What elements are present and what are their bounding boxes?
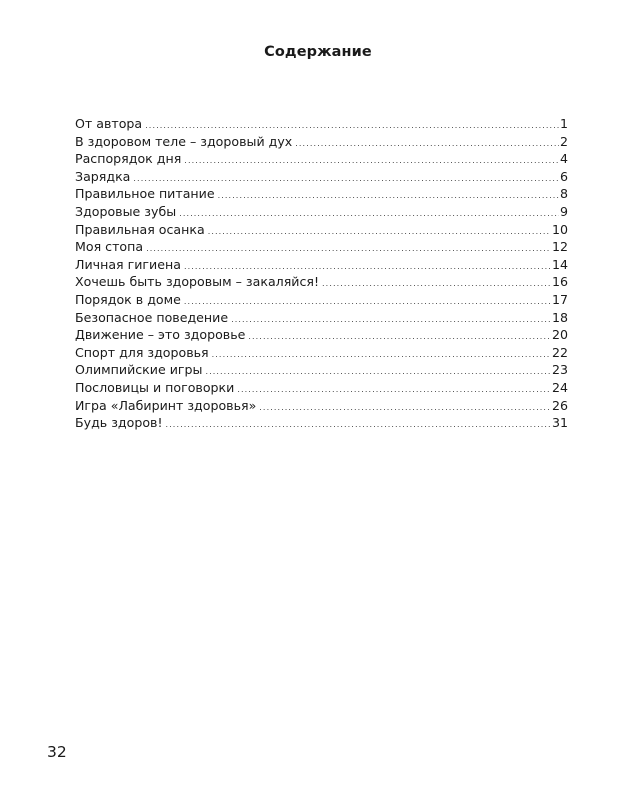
toc-entry-title: Будь здоров! <box>75 415 163 431</box>
toc-dot-leader <box>184 152 559 170</box>
toc-entry-page: 6 <box>559 168 568 184</box>
toc-entry[interactable] <box>75 344 568 362</box>
toc-entry-page: 16 <box>551 274 568 290</box>
toc-dot-leader <box>259 399 551 417</box>
toc-dot-leader <box>322 275 551 293</box>
page-number: 32 <box>47 743 67 761</box>
toc-entry-page: 2 <box>559 133 568 149</box>
toc-entry-title: Спорт для здоровья <box>75 344 209 360</box>
toc-entry-page: 17 <box>551 291 568 307</box>
toc-dot-leader <box>146 240 551 258</box>
toc-entry-page: 20 <box>551 327 568 343</box>
toc-entry-page: 8 <box>559 186 568 202</box>
toc-entry[interactable] <box>75 326 568 344</box>
toc-entry-title: Игра «Лабиринт здоровья» <box>75 397 257 413</box>
toc-entry-title: Моя стопа <box>75 239 144 255</box>
toc-entry[interactable] <box>75 361 568 379</box>
toc-entry-title: Распорядок дня <box>75 151 182 167</box>
toc-dot-leader <box>237 381 551 399</box>
toc-entry-title: Личная гигиена <box>75 256 181 272</box>
toc-entry-title: Безопасное поведение <box>75 309 229 325</box>
toc-entry-title: Хочешь быть здоровым – закаляйся! <box>75 274 320 290</box>
page-title: Содержание <box>264 44 372 60</box>
toc-entry-page: 23 <box>551 362 568 378</box>
toc-entry[interactable] <box>75 115 568 133</box>
toc-entry-page: 12 <box>551 239 568 255</box>
toc-entry[interactable] <box>75 379 568 397</box>
toc-dot-leader <box>212 346 551 364</box>
toc-dot-leader <box>166 416 551 434</box>
table-of-contents <box>75 115 568 432</box>
toc-dot-leader <box>179 205 559 223</box>
toc-entry[interactable] <box>75 291 568 309</box>
toc-entry[interactable] <box>75 256 568 274</box>
toc-dot-leader <box>205 363 551 381</box>
toc-entry[interactable] <box>75 185 568 203</box>
toc-entry[interactable] <box>75 309 568 327</box>
toc-dot-leader <box>248 328 551 346</box>
toc-entry[interactable] <box>75 414 568 432</box>
toc-entry[interactable] <box>75 238 568 256</box>
toc-entry-title: Правильная осанка <box>75 221 205 237</box>
toc-entry-page: 22 <box>551 344 568 360</box>
toc-dot-leader <box>218 187 559 205</box>
toc-entry-title: Зарядка <box>75 168 131 184</box>
toc-entry-title: В здоровом теле – здоровый дух <box>75 133 293 149</box>
toc-dot-leader <box>231 311 551 329</box>
toc-entry[interactable] <box>75 133 568 151</box>
toc-entry-page: 4 <box>559 151 568 167</box>
toc-entry-page: 31 <box>551 415 568 431</box>
toc-entry-title: Здоровые зубы <box>75 203 177 219</box>
toc-dot-leader <box>184 293 551 311</box>
toc-entry-title: Порядок в доме <box>75 291 181 307</box>
toc-entry-page: 10 <box>551 221 568 237</box>
toc-entry-page: 24 <box>551 379 568 395</box>
toc-entry-title: Правильное питание <box>75 186 215 202</box>
toc-entry[interactable] <box>75 168 568 186</box>
toc-entry[interactable] <box>75 273 568 291</box>
toc-entry-title: Движение – это здоровье <box>75 327 246 343</box>
toc-entry[interactable] <box>75 221 568 239</box>
toc-entry-title: Пословицы и поговорки <box>75 379 235 395</box>
toc-entry[interactable] <box>75 397 568 415</box>
toc-entry-page: 26 <box>551 397 568 413</box>
toc-dot-leader <box>208 223 551 241</box>
toc-entry[interactable] <box>75 203 568 221</box>
toc-entry-title: От автора <box>75 116 143 131</box>
toc-entry-title: Олимпийские игры <box>75 362 203 378</box>
toc-entry-page: 9 <box>559 203 568 219</box>
toc-dot-leader <box>295 135 559 153</box>
toc-entry-page: 14 <box>551 256 568 272</box>
toc-entry-page: 1 <box>559 116 568 131</box>
toc-entry[interactable] <box>75 150 568 168</box>
toc-entry-page: 18 <box>551 309 568 325</box>
